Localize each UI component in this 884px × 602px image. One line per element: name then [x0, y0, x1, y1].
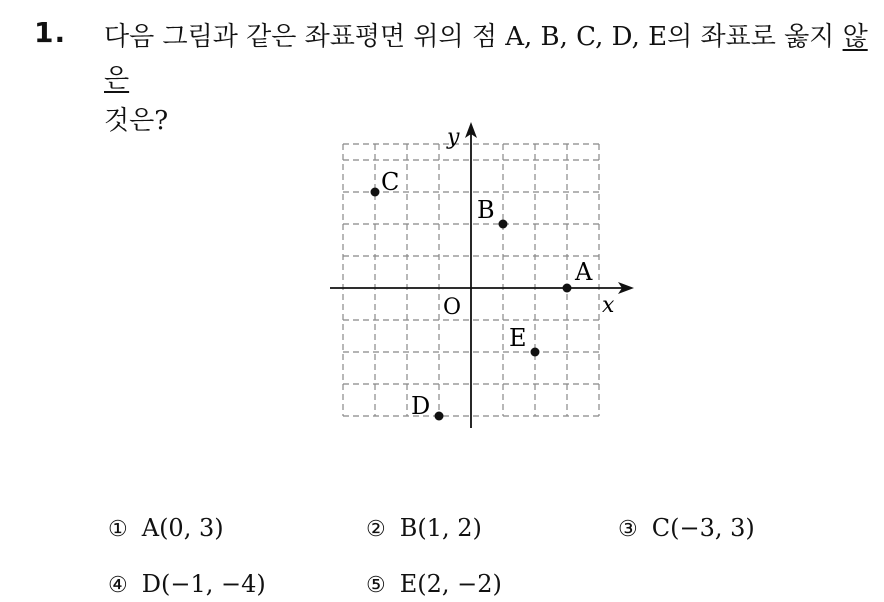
question-text-line1: 다음 그림과 같은 좌표평면 위의 점 A, B, C, D, E의 좌표로 옳지: [104, 22, 843, 52]
point-a: [563, 284, 572, 293]
question-underlined-word: 않은: [104, 22, 868, 94]
point-d-label: D: [411, 392, 431, 420]
choice-1[interactable]: [108, 514, 224, 542]
point-d: [435, 412, 444, 421]
origin-label: O: [443, 295, 462, 320]
choice-5-text: E(2, −2): [399, 570, 502, 598]
point-e: [531, 348, 540, 357]
coordinate-plane-figure: [320, 112, 640, 442]
point-c: [371, 188, 380, 197]
point-c-label: C: [381, 168, 400, 196]
choice-5[interactable]: [366, 570, 502, 598]
choice-4[interactable]: [108, 570, 266, 598]
choice-2-text: B(1, 2): [399, 514, 482, 542]
choice-3-mark: ③: [618, 517, 638, 542]
choice-5-mark: ⑤: [366, 573, 386, 598]
choice-4-mark: ④: [108, 573, 128, 598]
point-b-label: B: [477, 196, 495, 224]
y-axis-label: y: [447, 125, 460, 150]
choice-1-mark: ①: [108, 517, 128, 542]
x-axis-label: x: [602, 293, 615, 318]
choice-4-text: D(−1, −4): [141, 570, 266, 598]
choice-3-text: C(−3, 3): [651, 514, 755, 542]
point-e-label: E: [509, 324, 527, 352]
choice-1-text: A(0, 3): [141, 514, 224, 542]
question-number: 1.: [34, 16, 67, 49]
point-b: [499, 220, 508, 229]
point-a-label: A: [575, 258, 593, 286]
question-text-line2: 것은?: [104, 106, 169, 136]
points: [371, 168, 594, 421]
choice-2[interactable]: [366, 514, 482, 542]
choice-3[interactable]: [618, 514, 755, 542]
choice-2-mark: ②: [366, 517, 386, 542]
